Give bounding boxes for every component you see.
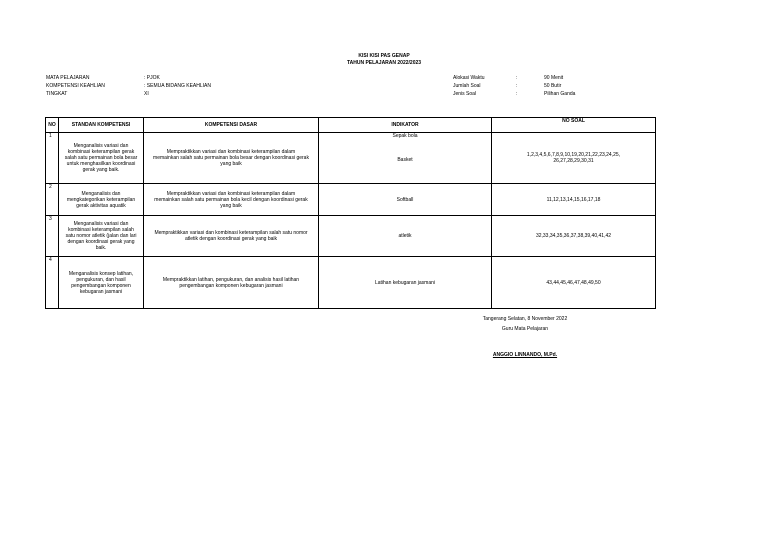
no-soal-line: 1,2,3,4,5,6,7,8,9,10,19,20,21,22,23,24,25,	[526, 152, 621, 158]
sk-line: Menganalisis variasi dan	[73, 143, 129, 149]
sk-line: salah satu permainan bola besar	[64, 155, 138, 161]
no-soal-cell	[492, 133, 656, 184]
no-soal-cell: 11,12,13,14,15,16,17,18	[492, 184, 656, 216]
signature-name: ANGGIO LINNANDO, M.Pd.	[492, 352, 558, 358]
table-row	[46, 133, 656, 184]
no-soal-cell: 43,44,45,46,47,48,49,50	[492, 257, 656, 309]
info-value-tingkat: XI	[144, 91, 149, 97]
row-number: 4	[46, 257, 59, 309]
sk-line: pengembangan komponen	[71, 282, 131, 289]
info-value-jumlah-soal: 50 Butir	[544, 83, 562, 89]
kompetensi-dasar-cell	[144, 257, 319, 309]
info-label-tingkat: TINGKAT	[46, 91, 68, 97]
info-label-kompetensi-keahlian: KOMPETENSI KEAHLIAN	[46, 83, 105, 89]
kd-line: Mempraktikkan latihan, pengukuran, dan analisis hasil latihan	[162, 276, 300, 283]
header-standar-kompetensi: STANDAN KOMPETENSI	[59, 118, 144, 133]
table-header-row	[46, 118, 656, 133]
no-soal-line: 26,27,28,29,30,31	[553, 158, 594, 164]
document-subtitle: TAHUN PELAJARAN 2022/2023	[346, 60, 422, 66]
sk-line: gerak yang baik.	[82, 167, 120, 173]
standar-kompetensi-cell	[59, 257, 144, 309]
kompetensi-dasar-cell	[144, 216, 319, 257]
header-kompetensi-dasar: KOMPETENSI DASAR	[144, 118, 319, 133]
row-number: 1	[46, 133, 59, 184]
info-sep-jenis-soal: :	[516, 91, 518, 97]
sk-line: Menganalisis konsep latihan,	[68, 270, 134, 277]
sk-line: kombinasi keterampilan gerak	[67, 149, 135, 155]
info-sep-jumlah-soal: :	[516, 83, 518, 89]
signature-role: Guru Mata Pelajaran	[501, 326, 549, 332]
sk-line: Menganalisis dan	[81, 190, 121, 197]
document-title: KISI KISI PAS GENAP	[358, 53, 410, 59]
kd-line: memainkan salah satu permainan bola besar dengan koordinasi gerak	[153, 155, 309, 161]
indikator-cell	[319, 133, 492, 184]
sk-line: dengan koordinasi gerak yang	[67, 239, 135, 245]
kd-line: yang baik	[220, 202, 242, 209]
sk-line: mengkategorikan keterampilan	[66, 196, 136, 203]
kd-line: atletik dengan koordinasi gerak yang baik	[184, 236, 277, 242]
sk-line: baik.	[95, 245, 107, 251]
kd-line: yang baik	[220, 161, 242, 167]
info-value-jenis-soal: Pilihan Ganda	[544, 91, 576, 97]
kd-line: Mempraktikkan variasi dan kombinasi keterampilan salah satu nomor	[154, 230, 308, 236]
sk-line: Menganalisis variasi dan	[73, 221, 129, 227]
kd-line: pengembangan komponen kebugaran jasmani	[179, 282, 283, 289]
kd-line: Mempraktikkan variasi dan kombinasi keterampilan dalam	[166, 190, 296, 197]
sk-line: kebugaran jasmani	[79, 288, 123, 295]
indikator-cell: Latihan kebugaran jasmani	[319, 257, 492, 309]
table-row	[46, 184, 656, 216]
info-label-mata-pelajaran: MATA PELAJARAN	[46, 75, 90, 81]
standar-kompetensi-cell	[59, 216, 144, 257]
header-no-soal: NO SOAL	[492, 118, 656, 133]
info-value-mata-pelajaran: : PJOK	[144, 75, 160, 81]
indikator-cell: Softball	[319, 184, 492, 216]
row-number: 3	[46, 216, 59, 257]
sk-line: pengukuran, dan hasil	[76, 276, 126, 283]
sk-line: gerak aktivitas aquatik	[76, 202, 126, 209]
kompetensi-dasar-cell	[144, 133, 319, 184]
info-label-jenis-soal: Jenis Soal	[453, 91, 477, 97]
header-no: NO	[46, 118, 59, 133]
info-label-alokasi-waktu: Alokasi Waktu	[453, 75, 485, 81]
kompetensi-dasar-cell	[144, 184, 319, 216]
standar-kompetensi-cell	[59, 184, 144, 216]
table-row	[46, 257, 656, 309]
indikator-basket: Basket	[397, 157, 413, 163]
signature-place-date: Tangerang Selatan, 8 November 2022	[482, 316, 568, 322]
table-row	[46, 216, 656, 257]
kd-line: Mempraktikkan variasi dan kombinasi keterampilan dalam	[166, 149, 296, 155]
indikator-sepak-bola: Sepak bola	[392, 133, 418, 139]
header-indikator: INDIKATOR	[319, 118, 492, 133]
sk-line: kombinasi keterampilan salah	[68, 227, 134, 233]
info-value-kompetensi-keahlian: : SEMUA BIDANG KEAHLIAN	[144, 83, 211, 89]
kisi-kisi-table	[45, 117, 656, 309]
standar-kompetensi-cell	[59, 133, 144, 184]
info-value-alokasi-waktu: 90 Menit	[544, 75, 564, 81]
sk-line: satu nomor atletik (jalan dan lari	[65, 233, 137, 239]
info-label-jumlah-soal: Jumlah Soal	[453, 83, 481, 89]
row-number: 2	[46, 184, 59, 216]
no-soal-cell: 32,33,34,35,36,37,38,39,40,41,42	[492, 216, 656, 257]
info-sep-alokasi-waktu: :	[516, 75, 518, 81]
sk-line: untuk menghasilkan koordinasi	[66, 161, 136, 167]
indikator-cell: atletik	[319, 216, 492, 257]
kd-line: memainkan salah satu permainan bola kecil dengan koordinasi gerak	[154, 196, 308, 203]
